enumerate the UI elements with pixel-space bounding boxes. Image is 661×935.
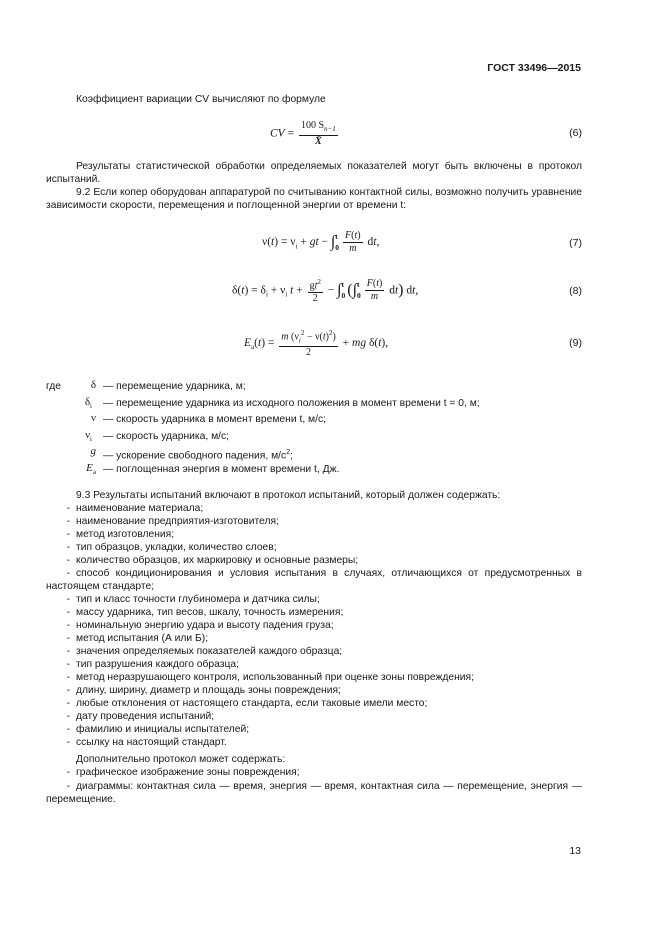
- list-item: - массу ударника, тип весов, шкалу, точность измерения;: [66, 607, 344, 618]
- formula-8: $\delta(t) = \delta_i + \nu_i$ t + $\frac{gt^2}{2}$ − ∫ t 0 (∫ t 0 $\frac{F(t)}{m}$ dt) dt,: [232, 278, 419, 305]
- page-number: 13: [569, 845, 581, 857]
- list-item: - длину, ширину, диаметр и площадь зоны повреждения;: [66, 685, 341, 696]
- list-item: - количество образцов, их маркировку и основные размеры;: [66, 555, 359, 566]
- list-item: - любые отклонения от настоящего стандарта, если таковые имели место;: [66, 698, 428, 709]
- where-symbol: $\delta_i$: [84, 396, 92, 411]
- list-item: - метод неразрушающего контроля, использованный при оценке зоны повреждения;: [66, 672, 474, 683]
- list-item: - ссылку на настоящий стандарт.: [66, 737, 227, 748]
- where-symbol: δ: [90, 379, 96, 391]
- where-symbol: ν: [91, 412, 96, 424]
- formula-9-number: (9): [569, 337, 582, 349]
- where-label: где: [46, 381, 62, 392]
- where-symbol: g: [90, 445, 96, 457]
- section-9-3-paragraph: 9.3 Результаты испытаний включают в протокол испытаний, который должен содержать:: [76, 490, 501, 501]
- optional-paragraph: Дополнительно протокол может содержать:: [76, 754, 286, 765]
- formula-6-fraction: [299, 120, 338, 148]
- results-paragraph: Результаты статистической обработки определяемых показателей могут быть включены в протокол испытаний.: [46, 161, 582, 185]
- formula-6-numerator: 100 S: [300, 120, 325, 131]
- list-item: - наименование материала;: [66, 503, 204, 514]
- where-definition: — поглощенная энергия в момент времени t, Дж.: [103, 464, 340, 475]
- list-item: - тип образцов, укладки, количество слоев;: [66, 542, 277, 553]
- formula-6-lhs: CV: [270, 127, 285, 140]
- list-item: - графическое изображение зоны повреждения;: [66, 767, 300, 778]
- formula-8-number: (8): [569, 285, 582, 297]
- formula-7: $\nu(t) = \nu_i$ + gt − ∫ t 0 $\frac{F(t)}{m}$ dt,: [262, 230, 380, 254]
- formula-6-subscript: n−1: [324, 125, 336, 133]
- list-item: - фамилию и инициалы испытателей;: [66, 724, 250, 735]
- where-symbol: $\nu_i$: [85, 429, 92, 444]
- where-definition: — перемещение ударника из исходного положения в момент времени t = 0, м;: [103, 398, 480, 409]
- list-item: - метод изготовления;: [66, 529, 175, 540]
- list-item: - способ кондиционирования и условия испытания в случаях, отличающихся от предусмотренных в настоящем стандарте;: [46, 568, 582, 592]
- where-definition: — скорость ударника в момент времени t, м/с;: [103, 414, 326, 425]
- where-definition: — перемещение ударника, м;: [103, 381, 246, 392]
- where-definition: — скорость ударника, м/с;: [103, 431, 230, 442]
- section-9-2-paragraph: 9.2 Если копер оборудован аппаратурой по считыванию контактной силы, возможно получить уравнение зависимости скорости, перемещения и поглощенной энергии от времени t:: [46, 187, 582, 211]
- formula-6-number: (6): [569, 127, 582, 139]
- formula-9: $E_a(t)$ = $\frac{m (\nu_i^2 - \nu(t)^2)}{2}$ + mg δ(t),: [244, 329, 389, 359]
- where-definition: — ускорение свободного падения, $м/с^2$;: [103, 449, 293, 462]
- intro-cv-text: Коэффициент вариации CV вычисляют по формуле: [76, 94, 326, 105]
- list-item: - тип разрушения каждого образца;: [66, 659, 239, 670]
- formula-6: CV = $\frac{100 S_{n-1}}{X̄}$: [270, 120, 336, 147]
- document-standard-header: ГОСТ 33496—2015: [487, 62, 581, 74]
- list-item: - диаграммы: контактная сила — время, энергия — время, контактная сила — перемещение, энергия — перемещение.: [46, 781, 582, 805]
- list-item: - тип и класс точности глубиномера и датчика силы;: [66, 594, 320, 605]
- list-item: - номинальную энергию удара и высоту падения груза;: [66, 620, 334, 631]
- list-item: - значения определяемых показателей каждого образца;: [66, 646, 343, 657]
- list-item: - метод испытания (А или Б);: [66, 633, 209, 644]
- formula-6-denominator: X̄: [315, 136, 322, 147]
- formula-7-number: (7): [569, 237, 582, 249]
- list-item: - наименование предприятия-изготовителя;: [66, 516, 279, 527]
- where-symbol: $E_a$: [86, 462, 96, 477]
- list-item: - дату проведения испытаний;: [66, 711, 215, 722]
